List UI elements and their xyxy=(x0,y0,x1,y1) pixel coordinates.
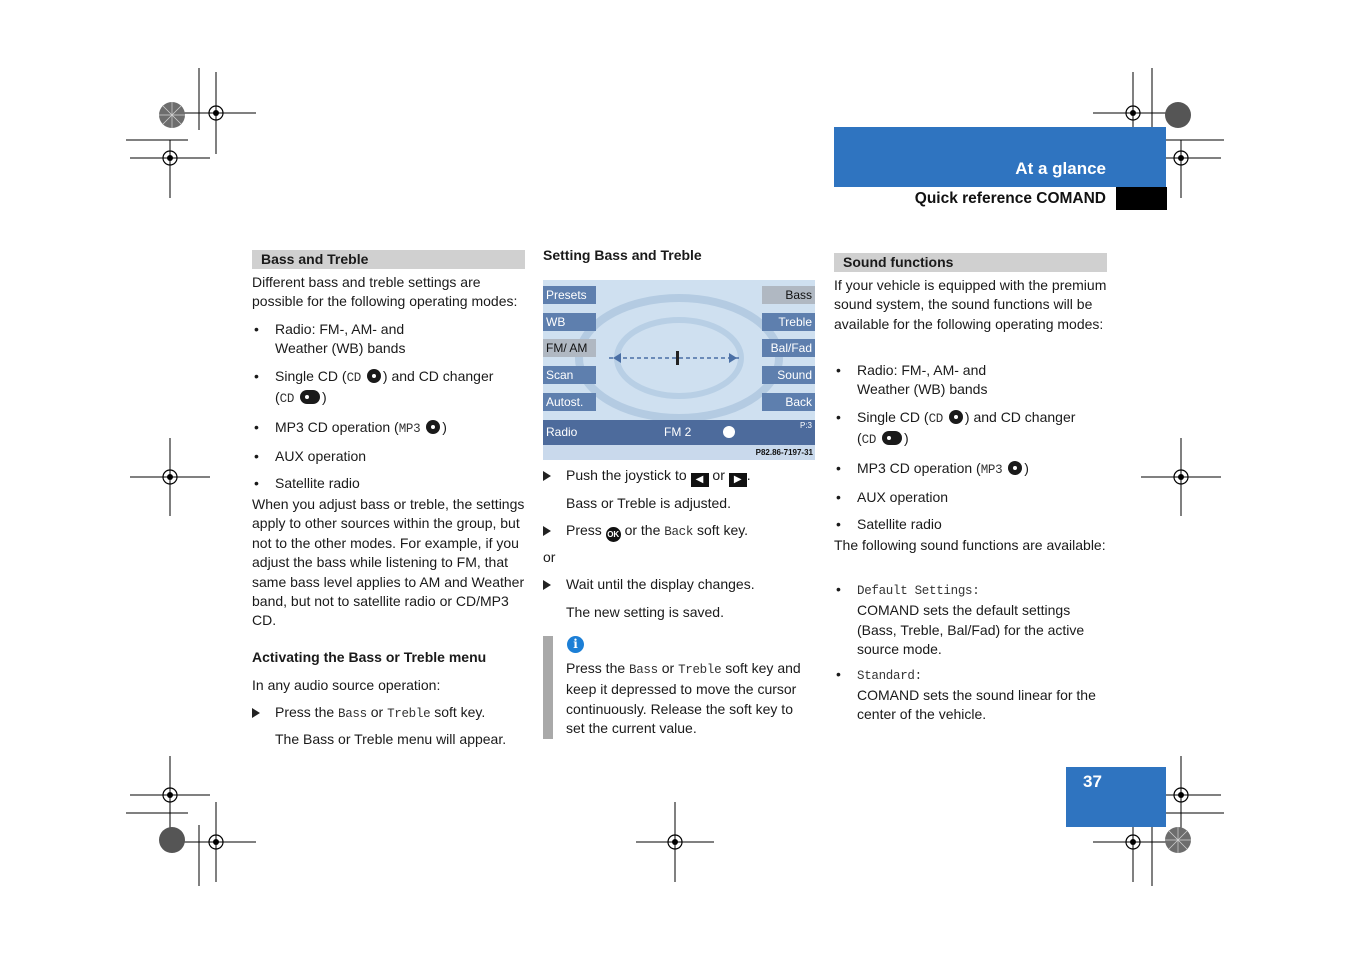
list-item: • Single CD (CD ) and CD changer (CD ) xyxy=(252,367,527,410)
ok-button-icon: OK xyxy=(606,527,621,542)
cd-icon xyxy=(426,420,440,434)
list-item: • Standard: COMAND sets the sound linear for the center of the vehicle. xyxy=(834,665,1109,725)
softkey-treble[interactable]: Treble xyxy=(762,313,815,331)
softkey-fm-am[interactable]: FM/ AM xyxy=(543,339,596,357)
following-text: The following sound functions are available: xyxy=(834,537,1106,553)
softkey-bass[interactable]: Bass xyxy=(762,286,815,304)
list-item: • Satellite radio xyxy=(834,515,1109,534)
left-modes-list xyxy=(252,320,527,494)
status-source: Radio xyxy=(546,425,578,439)
softkey-autost[interactable]: Autost. xyxy=(543,393,596,411)
cd-icon xyxy=(1008,461,1022,475)
adjust-paragraph: When you adjust bass or treble, the settings apply to other sources within the group, but not to the other modes. For example, if you adjust the bass while listening to FM, that same bass level applies to AM and Weather band, but not to satellite radio or CD/MP3 CD. xyxy=(252,496,525,629)
left-arrow-icon: ◀ xyxy=(691,473,709,487)
step-push-joystick: Push the joystick to ◀ or ▶ . xyxy=(543,466,838,487)
step1-result: Bass or Treble is adjusted. xyxy=(566,495,731,511)
step-arrow-icon xyxy=(543,580,551,590)
sound-functions-list xyxy=(834,580,1109,725)
list-item: • Single CD (CD ) and CD changer (CD ) xyxy=(834,408,1109,451)
list-item: • Radio: FM-, AM- and Weather (WB) bands xyxy=(252,320,527,359)
info-bar xyxy=(543,636,553,739)
info-text: Press the Bass or Treble soft key and keep it depressed to move the cursor continuously. Release the soft key to set the current value. xyxy=(566,660,801,737)
list-item: • Default Settings: COMAND sets the default settings (Bass, Treble, Bal/Fad) for the active source mode. xyxy=(834,580,1109,660)
list-item: • Radio: FM-, AM- and Weather (WB) bands xyxy=(834,361,1109,400)
status-bar xyxy=(543,420,815,445)
activating-heading: Activating the Bass or Treble menu xyxy=(252,649,487,665)
comand-screen xyxy=(543,280,815,460)
step3-result: The new setting is saved. xyxy=(566,604,724,620)
left-intro: Different bass and treble settings are possible for the following operating modes: xyxy=(252,274,518,310)
step-wait: Wait until the display changes. xyxy=(543,575,838,594)
section-title: Quick reference COMAND xyxy=(914,190,1106,207)
cd-changer-icon xyxy=(300,390,320,404)
right-intro: If your vehicle is equipped with the premium sound system, the sound functions will be available for the following operating modes: xyxy=(834,277,1107,332)
sound-functions-heading: Sound functions xyxy=(834,253,1107,272)
right-modes-list xyxy=(834,361,1109,535)
softkey-wb[interactable]: WB xyxy=(543,313,596,331)
or-text: or xyxy=(543,549,556,565)
list-item: • MP3 CD operation (MP3 ) xyxy=(834,459,1109,480)
screen-caption: P82.86-7197-31 xyxy=(755,448,813,457)
softkey-back[interactable]: Back xyxy=(762,393,815,411)
status-num: P:3 xyxy=(799,421,812,430)
step-press-ok: Press OK or the Back soft key. xyxy=(543,521,838,542)
softkey-presets[interactable]: Presets xyxy=(543,286,596,304)
status-band: FM 2 xyxy=(664,425,692,439)
page-number: 37 xyxy=(1083,772,1102,791)
step-press-bass-treble: Press the Bass or Treble soft key. xyxy=(252,703,550,724)
step-arrow-icon xyxy=(543,526,551,536)
cd-icon xyxy=(367,369,381,383)
right-arrow-icon: ▶ xyxy=(729,473,747,487)
chapter-banner xyxy=(834,127,1166,187)
info-icon: i xyxy=(567,636,584,653)
list-item: • AUX operation xyxy=(252,447,527,466)
bass-treble-heading: Bass and Treble xyxy=(252,250,525,269)
page-number-tab xyxy=(1066,767,1166,827)
disc-icon xyxy=(723,426,735,438)
any-source-text: In any audio source operation: xyxy=(252,677,441,693)
step-arrow-icon xyxy=(543,471,551,481)
setting-heading: Setting Bass and Treble xyxy=(543,247,702,263)
list-item: • MP3 CD operation (MP3 ) xyxy=(252,418,527,439)
list-item: • Satellite radio xyxy=(252,474,527,493)
softkey-scan[interactable]: Scan xyxy=(543,366,596,384)
softkey-bal-fad[interactable]: Bal/Fad xyxy=(762,339,815,357)
section-marker xyxy=(1116,187,1167,210)
step-result: The Bass or Treble menu will appear. xyxy=(275,731,507,747)
step-arrow-icon xyxy=(252,708,260,718)
cd-changer-icon xyxy=(882,431,902,445)
info-box xyxy=(543,636,815,739)
chapter-title: At a glance xyxy=(1015,159,1106,178)
list-item: • AUX operation xyxy=(834,488,1109,507)
cd-icon xyxy=(949,410,963,424)
softkey-sound[interactable]: Sound xyxy=(762,366,815,384)
